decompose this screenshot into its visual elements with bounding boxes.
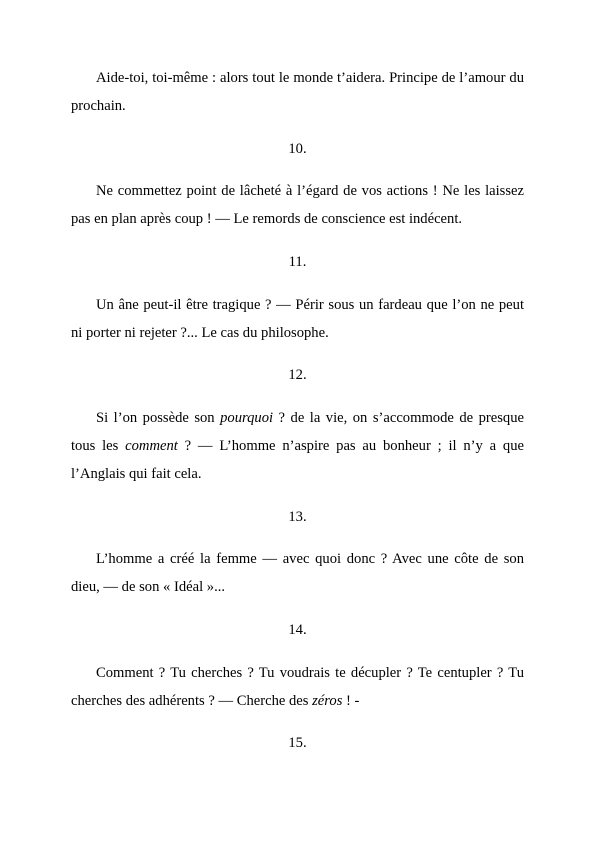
text-run: Aide-toi, toi-même : alors tout le monde t’aidera. Principe de l’amour du prochain. — [71, 70, 524, 114]
aphorism-paragraph — [71, 660, 524, 716]
aphorism-paragraph — [71, 546, 524, 602]
section-number: 15. — [288, 735, 307, 752]
text-run: ? de la vie, on s’accommode de presque tous les — [71, 410, 524, 454]
aphorism-paragraph — [71, 292, 524, 348]
text-run: Ne commettez point de lâcheté à l’égard de vos actions ! Ne les laissez pas en plan après coup ! — Le remords de conscience est indécent. — [71, 183, 524, 228]
italic-text-run: comment — [125, 437, 178, 454]
text-run: Comment ? Tu cherches ? Tu voudrais te décupler ? Te centupler ? Tu cherches des adhérents ? — Cherche des — [71, 664, 524, 709]
text-run: Si l’on possède son — [96, 410, 221, 427]
aphorism-paragraph — [71, 178, 524, 234]
text-run: ? — L’homme n’aspire pas au bonheur ; il n’y a que l’Anglais qui fait cela. — [71, 437, 524, 482]
text-run: L’homme a créé la femme — avec quoi donc ? Avec une côte de son dieu, — de son « Idéal »... — [71, 551, 524, 596]
section-number: 10. — [288, 140, 307, 157]
page-content — [71, 65, 524, 773]
section-number: 12. — [288, 367, 307, 384]
section-number: 11. — [288, 253, 307, 270]
italic-text-run: pourquoi — [220, 410, 274, 427]
aphorism-paragraph — [71, 65, 524, 121]
italic-text-run: zéros — [312, 692, 343, 709]
text-run: Un âne peut-il être tragique ? — Périr sous un fardeau que l’on ne peut ni porter ni rejeter ?... Le cas du philosophe. — [71, 296, 524, 341]
section-number: 13. — [288, 508, 307, 525]
section-number: 14. — [288, 621, 307, 638]
text-run: ! - — [342, 692, 360, 709]
aphorism-paragraph — [71, 405, 524, 488]
